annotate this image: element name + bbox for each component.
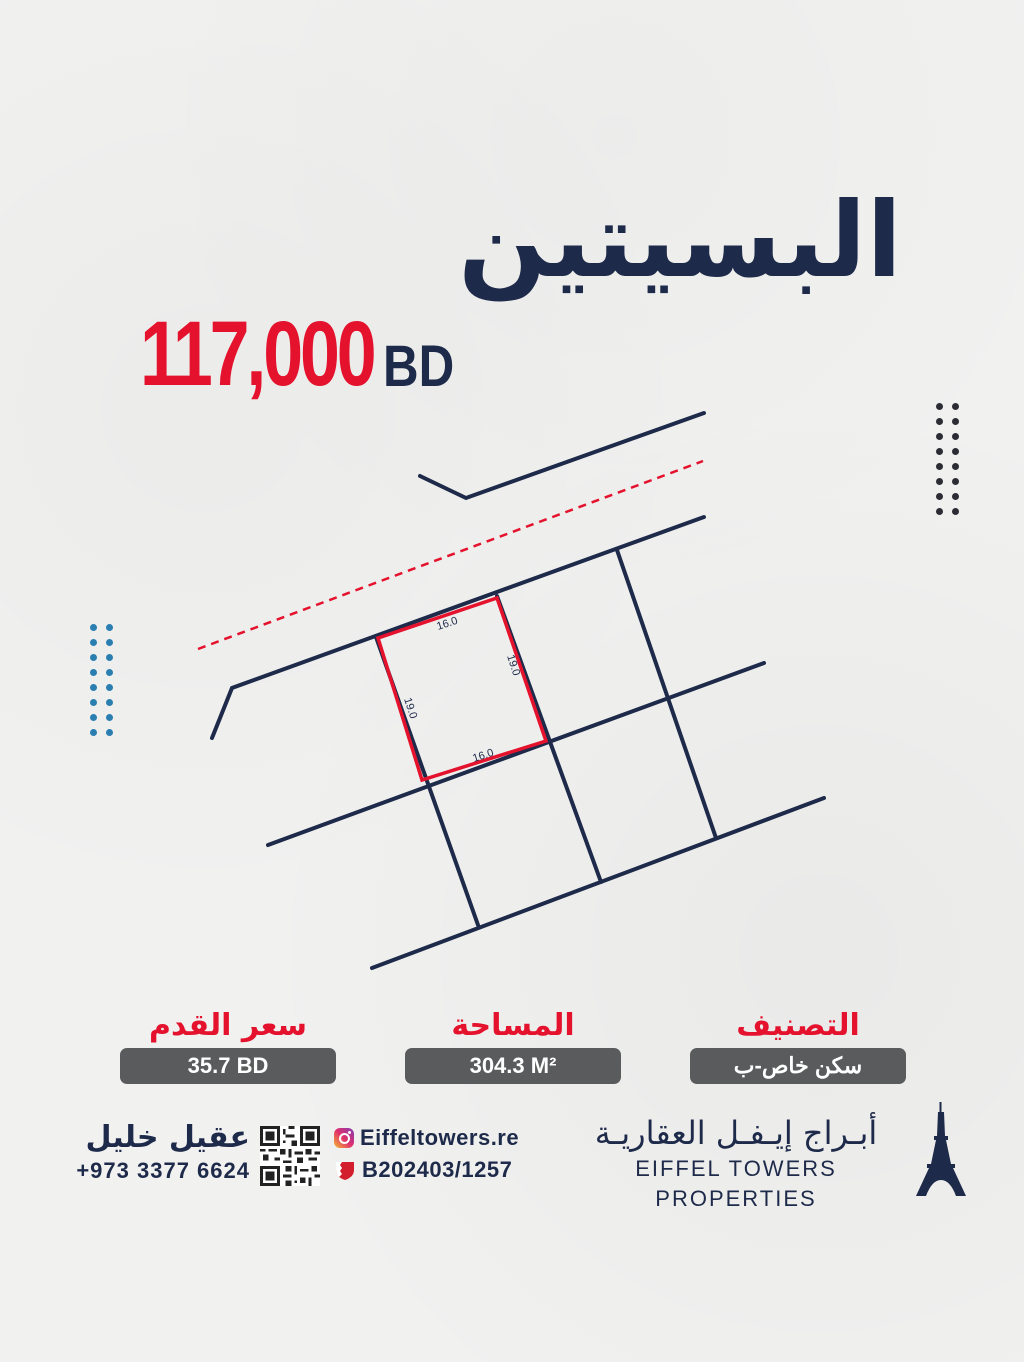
road-mid	[268, 663, 764, 845]
bahrain-shield-icon	[334, 1159, 356, 1181]
plot-left-dimension: 19.0	[401, 696, 420, 721]
page-title: البسيتين	[458, 179, 902, 301]
brand-block	[556, 1112, 916, 1214]
stat-label: التصنيف	[736, 1008, 860, 1043]
license-number: B202403/1257	[362, 1157, 513, 1182]
stat-label: المساحة	[451, 1008, 575, 1043]
instagram-handle[interactable]: Eiffeltowers.re	[360, 1125, 520, 1150]
license-row	[334, 1154, 519, 1186]
road-top	[420, 413, 704, 498]
qr-code-icon[interactable]	[260, 1126, 320, 1186]
instagram-icon	[334, 1128, 354, 1148]
stat-label: سعر القدم	[149, 1008, 307, 1043]
instagram-row[interactable]	[334, 1122, 519, 1154]
stat-value: 35.7 BD	[120, 1048, 336, 1084]
stat-price-per-foot	[120, 1008, 336, 1084]
plot-bottom-dimension: 16.0	[471, 746, 496, 765]
plot-top-dimension: 16.0	[435, 614, 460, 633]
agent-phone[interactable]: +973 3377 6624	[76, 1158, 250, 1183]
agent-contact	[58, 1120, 250, 1186]
stat-value: 304.3 M²	[405, 1048, 621, 1084]
road-upper-boundary	[212, 517, 704, 738]
price-amount: 117,000	[140, 303, 374, 405]
stat-value: سكن خاص-ب	[690, 1048, 906, 1084]
stat-area	[405, 1008, 621, 1084]
brand-name-en: EIFFEL TOWERS PROPERTIES	[635, 1156, 837, 1211]
stat-classification	[690, 1008, 906, 1084]
eiffel-tower-icon	[914, 1102, 968, 1198]
road-lower	[372, 798, 824, 968]
plot-right-dimension: 19.0	[504, 653, 523, 678]
plot-line-3	[617, 550, 716, 838]
social-contact	[334, 1122, 519, 1186]
price-currency: BD	[383, 334, 455, 399]
brand-name-ar: أبـراج إيـفـل العقاريـة	[594, 1114, 878, 1152]
agent-name: عقيل خليل	[85, 1120, 250, 1155]
